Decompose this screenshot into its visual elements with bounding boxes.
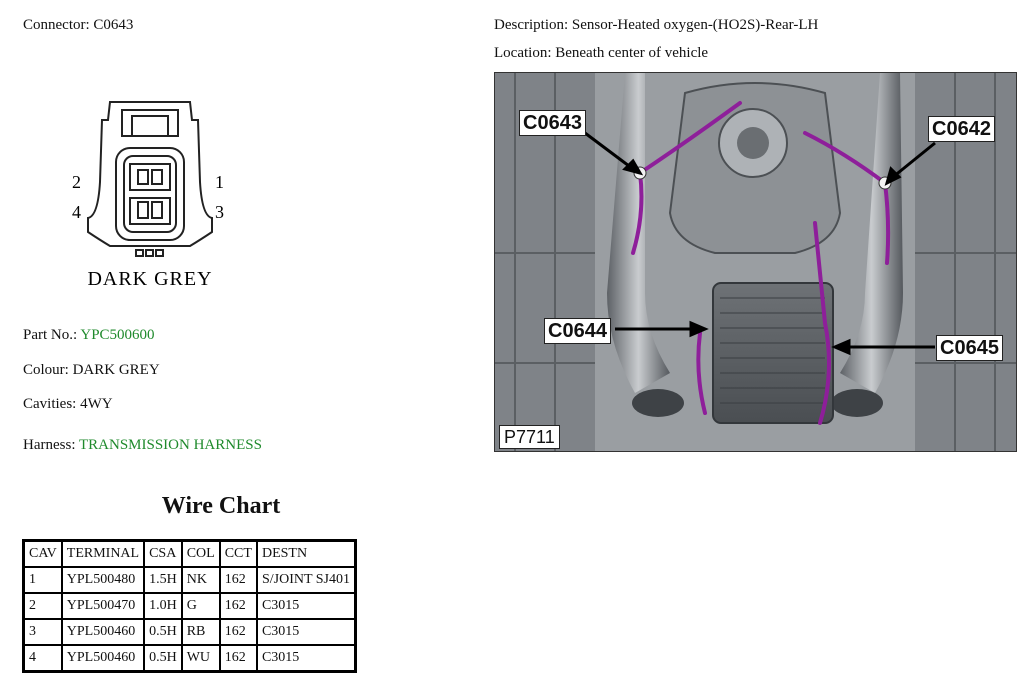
description-value: Sensor-Heated oxygen-(HO2S)-Rear-LH <box>571 17 819 33</box>
location-value: Beneath center of vehicle <box>555 45 709 61</box>
cell-destn: C3015 <box>257 619 356 645</box>
cell-cct: 162 <box>220 593 257 619</box>
header-destn: DESTN <box>257 541 356 568</box>
pin-1-label: 1 <box>215 172 224 192</box>
connector-line <box>23 17 133 34</box>
callout-c0643: C0643 <box>519 110 586 136</box>
cavities-label: Cavities: <box>23 396 77 412</box>
cell-cct: 162 <box>220 619 257 645</box>
cell-cav: 3 <box>24 619 62 645</box>
cavities-value: 4WY <box>80 396 113 412</box>
harness-link[interactable]: TRANSMISSION HARNESS <box>78 437 262 453</box>
harness-label: Harness: <box>23 437 76 453</box>
table-header-row <box>24 541 356 568</box>
cavities-line <box>23 396 113 413</box>
description-label: Description: <box>494 17 569 33</box>
pin-4-label: 4 <box>72 202 81 222</box>
cell-terminal: YPL500470 <box>62 593 144 619</box>
location-label: Location: <box>494 45 552 61</box>
callout-c0644: C0644 <box>544 318 611 344</box>
location-line <box>494 45 708 62</box>
colour-label: Colour: <box>23 362 69 378</box>
cell-terminal: YPL500460 <box>62 645 144 672</box>
cell-destn: C3015 <box>257 645 356 672</box>
header-csa: CSA <box>144 541 182 568</box>
connector-label: Connector: <box>23 17 90 33</box>
cell-cct: 162 <box>220 567 257 593</box>
colour-value: DARK GREY <box>72 362 160 378</box>
cell-destn: C3015 <box>257 593 356 619</box>
cell-cav: 4 <box>24 645 62 672</box>
cell-cct: 162 <box>220 645 257 672</box>
cell-col: WU <box>182 645 220 672</box>
callout-c0645: C0645 <box>936 335 1003 361</box>
cell-cav: 2 <box>24 593 62 619</box>
cell-col: G <box>182 593 220 619</box>
part-no-label: Part No.: <box>23 327 78 343</box>
wire-chart-table <box>22 539 357 673</box>
location-photo <box>494 72 1017 452</box>
table-row <box>24 645 356 672</box>
cell-destn: S/JOINT SJ401 <box>257 567 356 593</box>
cell-csa: 0.5H <box>144 619 182 645</box>
connector-color-label: DARK GREY <box>87 268 213 290</box>
table-row <box>24 593 356 619</box>
table-row <box>24 567 356 593</box>
header-cav: CAV <box>24 541 62 568</box>
cell-col: RB <box>182 619 220 645</box>
part-no-link[interactable]: YPC500600 <box>80 327 155 343</box>
header-terminal: TERMINAL <box>62 541 144 568</box>
pin-2-label: 2 <box>72 172 81 192</box>
wire-chart-title: Wire Chart <box>161 493 281 519</box>
table-row <box>24 619 356 645</box>
pin-3-label: 3 <box>215 202 224 222</box>
connector-face-diagram <box>60 90 240 300</box>
cell-cav: 1 <box>24 567 62 593</box>
part-no-line <box>23 327 155 344</box>
cell-terminal: YPL500480 <box>62 567 144 593</box>
connector-value: C0643 <box>93 17 134 33</box>
cell-terminal: YPL500460 <box>62 619 144 645</box>
description-line <box>494 17 818 34</box>
header-col: COL <box>182 541 220 568</box>
cell-csa: 1.5H <box>144 567 182 593</box>
photo-id-label: P7711 <box>499 425 560 449</box>
cell-csa: 0.5H <box>144 645 182 672</box>
header-cct: CCT <box>220 541 257 568</box>
cell-csa: 1.0H <box>144 593 182 619</box>
callout-c0642: C0642 <box>928 116 995 142</box>
cell-col: NK <box>182 567 220 593</box>
colour-line <box>23 362 160 379</box>
harness-line <box>23 437 262 454</box>
